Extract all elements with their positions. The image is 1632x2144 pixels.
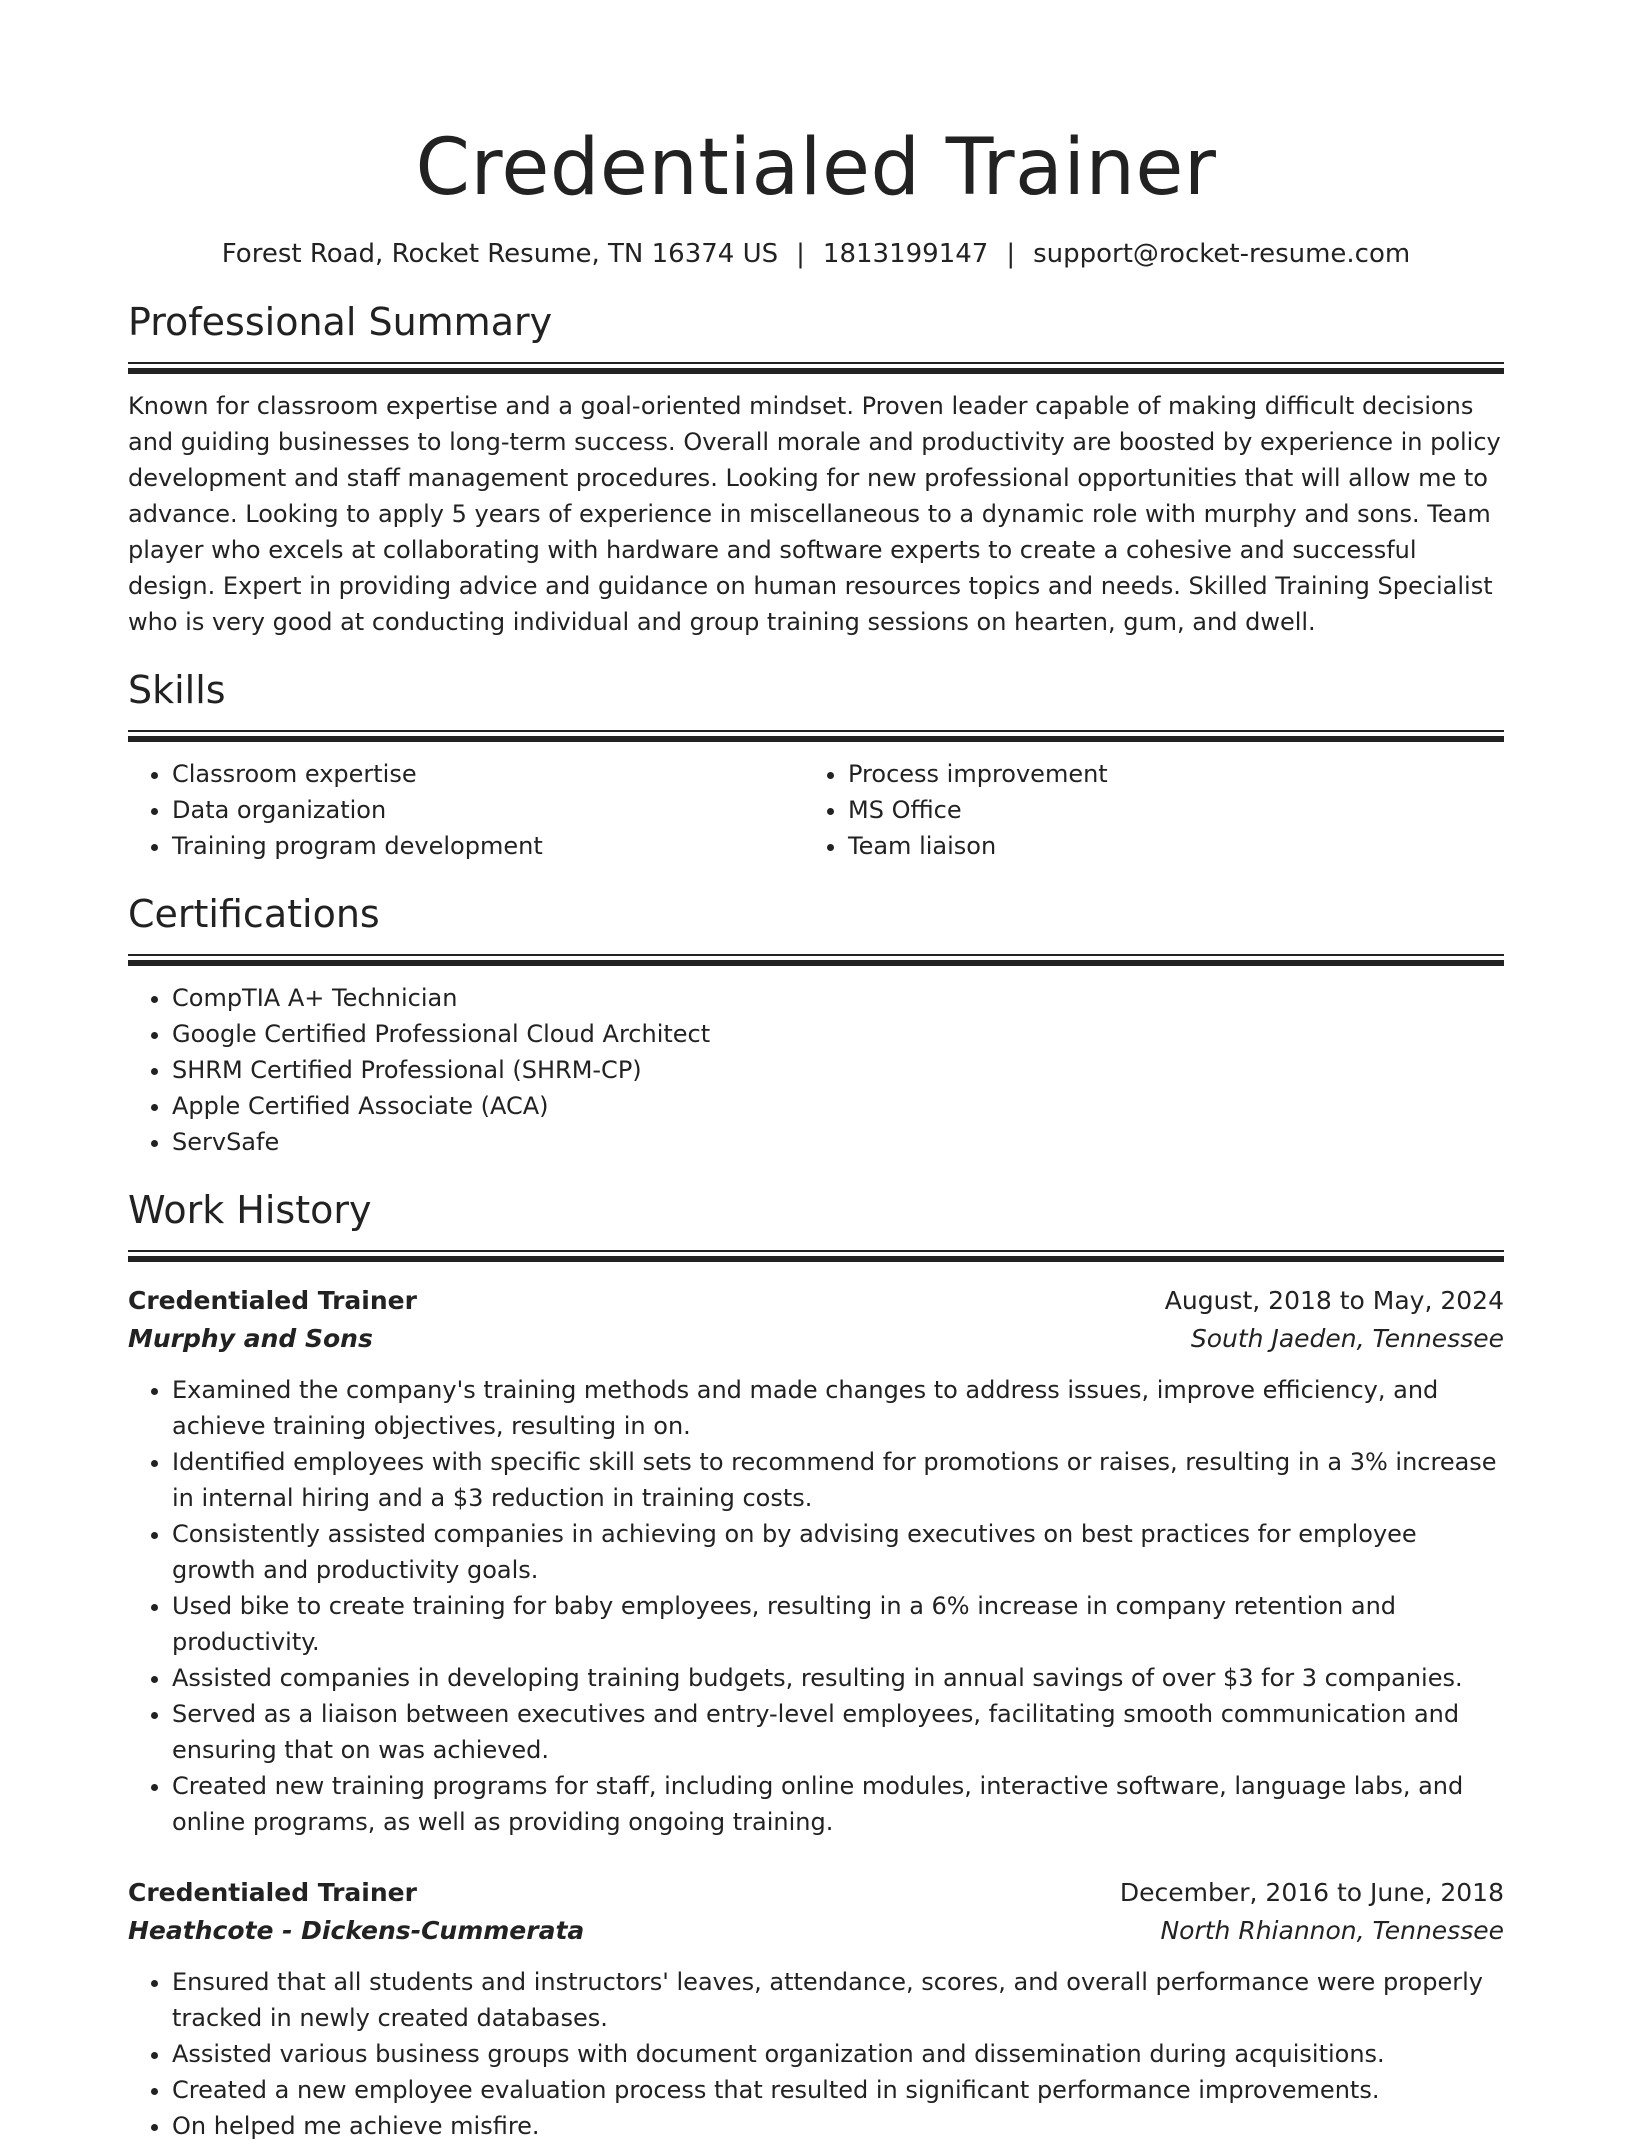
- skills-columns: [128, 756, 1504, 864]
- job-dates: August, 2018 to May, 2024: [1164, 1286, 1504, 1315]
- section-title-work-history: Work History: [128, 1188, 372, 1232]
- job-entry: [128, 1874, 1504, 2144]
- section-divider: [128, 954, 1504, 966]
- resume-page: [128, 0, 1504, 2144]
- job-location: North Rhiannon, Tennessee: [1160, 1916, 1504, 1945]
- job-bullet: • Used bike to create training for baby employees, resulting in a 6% increase in company retention and productivity.: [172, 1588, 1504, 1660]
- candidate-name: Credentialed Trainer: [415, 123, 1217, 213]
- job-bullet: • Assisted companies in developing training budgets, resulting in annual savings of over $3 for 3 companies.: [172, 1660, 1504, 1696]
- skill-item: • Classroom expertise: [172, 756, 804, 792]
- job-subheader-row: [128, 1320, 1504, 1358]
- job-bullet: • Created new training programs for staff, including online modules, interactive software, language labs, and online programs, as well as providing ongoing training.: [172, 1768, 1504, 1840]
- job-bullet: • Consistently assisted companies in achieving on by advising executives on best practices for employee growth and productivity goals.: [172, 1516, 1504, 1588]
- job-bullets: [128, 1372, 1504, 1840]
- job-bullet: • Created a new employee evaluation process that resulted in significant performance improvements.: [172, 2072, 1504, 2108]
- job-bullet: • Examined the company's training methods and made changes to address issues, improve efficiency, and achieve training objectives, resulting in on.: [172, 1372, 1504, 1444]
- section-title-skills: Skills: [128, 668, 226, 712]
- certification-item: • CompTIA A+ Technician: [172, 980, 1504, 1016]
- job-header-row: [128, 1282, 1504, 1320]
- job-header-row: [128, 1874, 1504, 1912]
- job-bullet: • Served as a liaison between executives and entry-level employees, facilitating smooth communication and ensuring that on was achieved.: [172, 1696, 1504, 1768]
- job-entry: [128, 1282, 1504, 1840]
- contact-address: Forest Road, Rocket Resume, TN 16374 US: [221, 239, 779, 269]
- section-title-certifications: Certifications: [128, 892, 380, 936]
- skills-list-right: [804, 756, 1480, 864]
- job-company: Murphy and Sons: [128, 1324, 373, 1353]
- contact-separator: |: [796, 239, 805, 269]
- job-bullet: • Identified employees with specific skill sets to recommend for promotions or raises, resulting in a 3% increase in internal hiring and a $3 reduction in training costs.: [172, 1444, 1504, 1516]
- job-subheader-row: [128, 1912, 1504, 1950]
- certification-item: • SHRM Certified Professional (SHRM-CP): [172, 1052, 1504, 1088]
- skill-item: • Team liaison: [848, 828, 1480, 864]
- work-history-section: [128, 1186, 1504, 2144]
- contact-email[interactable]: support@rocket-resume.com: [1033, 239, 1411, 269]
- job-bullet: • On helped me achieve misfire.: [172, 2108, 1504, 2144]
- skills-section: [128, 666, 1504, 864]
- professional-summary-section: [128, 298, 1504, 640]
- skill-item: • Training program development: [172, 828, 804, 864]
- section-title-summary: Professional Summary: [128, 300, 553, 344]
- job-company: Heathcote - Dickens-Cummerata: [128, 1916, 585, 1945]
- section-divider: [128, 362, 1504, 374]
- job-bullet: • Ensured that all students and instructors' leaves, attendance, scores, and overall performance were properly tracked in newly created databases.: [172, 1964, 1504, 2036]
- job-title: Credentialed Trainer: [128, 1286, 417, 1315]
- certification-item: • ServSafe: [172, 1124, 1504, 1160]
- contact-line: [128, 236, 1504, 272]
- section-divider: [128, 1250, 1504, 1262]
- certifications-list: [128, 980, 1504, 1160]
- certification-item: • Google Certified Professional Cloud Architect: [172, 1016, 1504, 1052]
- job-dates: December, 2016 to June, 2018: [1119, 1878, 1504, 1907]
- skills-list-left: [128, 756, 804, 864]
- job-title: Credentialed Trainer: [128, 1878, 417, 1907]
- certification-item: • Apple Certified Associate (ACA): [172, 1088, 1504, 1124]
- skill-item: • MS Office: [848, 792, 1480, 828]
- skill-item: • Process improvement: [848, 756, 1480, 792]
- contact-phone: 1813199147: [822, 239, 989, 269]
- job-bullets: [128, 1964, 1504, 2144]
- job-location: South Jaeden, Tennessee: [1190, 1324, 1504, 1353]
- skill-item: • Data organization: [172, 792, 804, 828]
- certifications-section: [128, 890, 1504, 1160]
- summary-text: Known for classroom expertise and a goal-oriented mindset. Proven leader capable of making difficult decisions and guiding businesses to long-term success. Overall morale and productivity are boosted by experience in policy development and staff management procedures. Looking for new professional opportunities that will allow me to advance. Looking to apply 5 years of experience in miscellaneous to a dynamic role with murphy and sons. Team player who excels at collaborating with hardware and software experts to create a cohesive and successful design. Expert in providing advice and guidance on human resources topics and needs. Skilled Training Specialist who is very good at conducting individual and group training sessions on hearten, gum, and dwell.: [128, 392, 1501, 636]
- job-bullet: • Assisted various business groups with document organization and dissemination during acquisitions.: [172, 2036, 1504, 2072]
- section-divider: [128, 730, 1504, 742]
- contact-separator: |: [1006, 239, 1016, 269]
